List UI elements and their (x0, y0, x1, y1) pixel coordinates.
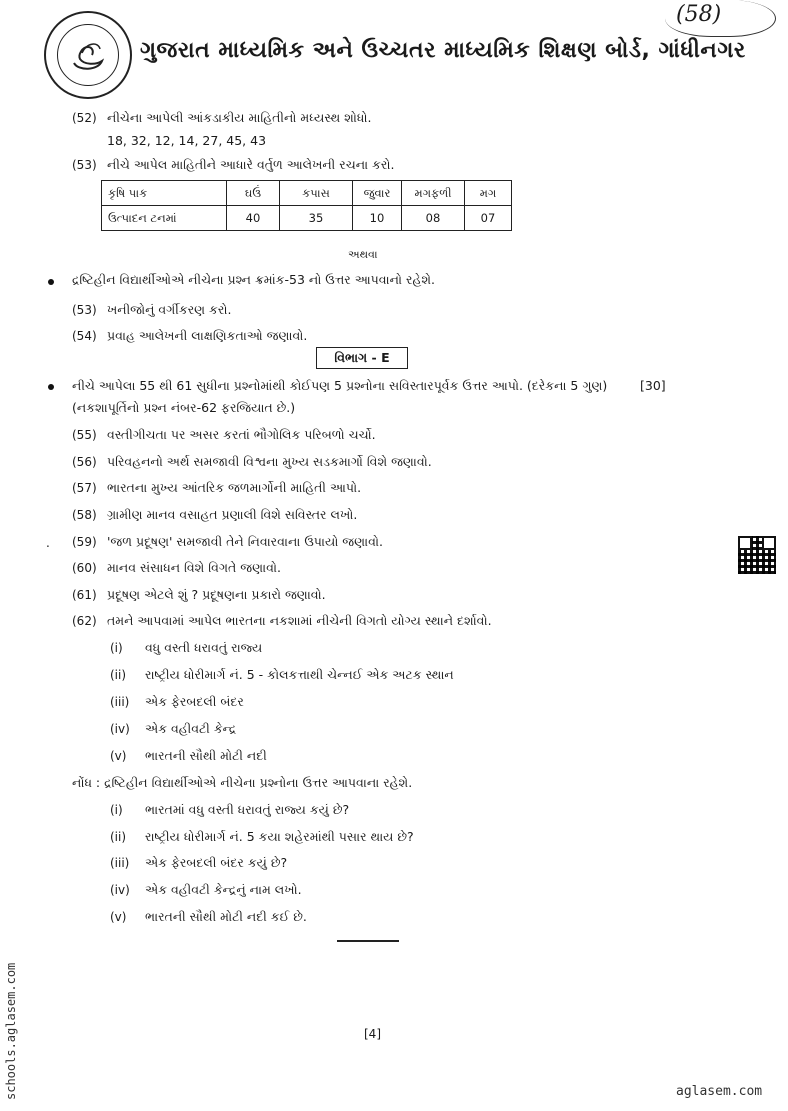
sub-item-number: (v) (110, 910, 127, 924)
side-watermark: schools.aglasem.com (4, 962, 18, 1100)
board-title: ગુજરાત માધ્યમિક અને ઉચ્ચતર માધ્યમિક શિક્ષણ બોર્ડ, ગાંધીનગર (140, 38, 746, 63)
margin-dot: . (46, 536, 50, 550)
question-number: (54) (72, 329, 97, 343)
sub-item-text: એક ફેરબદલી બંદર (145, 694, 244, 709)
sub-item-number: (i) (110, 803, 123, 817)
table-row (102, 206, 512, 231)
question-text: ગ્રામીણ માનવ વસાહત પ્રણાલી વિશે સવિસ્તર લખો. (107, 507, 358, 522)
question-number: (62) (72, 614, 97, 628)
sub-item-text: ભારતમાં વધુ વસ્તી ધરાવતું રાજ્ય કયું છે? (145, 802, 350, 817)
question-number: (61) (72, 588, 97, 602)
board-logo (44, 11, 132, 99)
table-cell: મગ (465, 181, 512, 206)
sub-item-number: (ii) (110, 668, 127, 682)
table-cell: 08 (402, 206, 465, 231)
data-values: 18, 32, 12, 14, 27, 45, 43 (107, 133, 267, 148)
sub-item-text: વધુ વસ્તી ધરાવતું રાજ્ય (145, 640, 263, 655)
question-number: (59) (72, 535, 97, 549)
table-cell: ઘઉં (227, 181, 280, 206)
question-number: (58) (72, 508, 97, 522)
bullet-icon (48, 384, 54, 390)
table-cell: 10 (353, 206, 402, 231)
sub-item-text: રાષ્ટ્રીય ધોરીમાર્ગ નં. 5 કયા શહેરમાંથી પસાર થાય છે? (145, 829, 414, 844)
table-cell: 07 (465, 206, 512, 231)
question-number: (52) (72, 111, 97, 125)
question-number: (57) (72, 481, 97, 495)
table-cell: ઉત્પાદન ટનમાં (102, 206, 227, 231)
question-text: તમને આપવામાં આપેલ ભારતના નકશામાં નીચેની વિગતો યોગ્ય સ્થાને દર્શાવો. (107, 613, 492, 628)
table-row (102, 181, 512, 206)
question-text: ખનીજોનું વર્ગીકરણ કરો. (107, 302, 232, 317)
end-divider (337, 940, 399, 942)
page-tag: (58) (676, 2, 722, 27)
sub-item-number: (i) (110, 641, 123, 655)
sub-item-number: (iv) (110, 883, 130, 897)
sub-item-text: એક ફેરબદલી બંદર કયું છે? (145, 855, 288, 870)
question-text: વસ્તીગીચતા પર અસર કરતાં ભૌગોલિક પરિબળો ચર્ચો. (107, 427, 376, 442)
question-text: માનવ સંસાધન વિશે વિગતે જણાવો. (107, 560, 281, 575)
table-cell: 40 (227, 206, 280, 231)
table-cell: મગફળી (402, 181, 465, 206)
question-text: નીચે આપેલ માહિતીને આધારે વર્તુળ આલેખની રચના કરો. (107, 157, 395, 172)
crop-production-table (101, 180, 512, 231)
question-number: (55) (72, 428, 97, 442)
question-number: (60) (72, 561, 97, 575)
table-cell: કૃષિ પાક (102, 181, 227, 206)
question-text: પરિવહનનો અર્થ સમજાવી વિશ્વના મુખ્ય સડકમાર્ગો વિશે જણાવો. (107, 454, 432, 469)
table-cell: કપાસ (280, 181, 353, 206)
sub-item-text: ભારતની સૌથી મોટી નદી કઈ છે. (145, 909, 307, 924)
question-number: (53) (72, 158, 97, 172)
sub-item-text: એક વહીવટી કેન્દ્રનું નામ લખો. (145, 882, 302, 897)
question-text: નીચેના આપેલી આંકડાકીય માહિતીનો મધ્યસ્થ શોધો. (107, 110, 372, 125)
sub-item-number: (iii) (110, 695, 130, 709)
or-label: અથવા (348, 248, 378, 261)
sub-item-number: (ii) (110, 830, 127, 844)
bottom-watermark: aglasem.com (676, 1084, 763, 1099)
blind-note: દ્રષ્ટિહીન વિદ્યાર્થીઓએ નીચેના પ્રશ્ન ક્રમાંક-53 નો ઉત્તર આપવાનો રહેશે. (72, 272, 435, 287)
sub-item-text: એક વહીવટી કેન્દ્ર (145, 721, 237, 736)
table-cell: જુવાર (353, 181, 402, 206)
section-marks: [30] (640, 378, 666, 393)
section-instruction-note: (નકશાપૂર્તિનો પ્રશ્ન નંબર-62 ફરજિયાત છે.) (72, 400, 296, 415)
question-text: પ્રવાહ આલેખની લાક્ષણિકતાઓ જણાવો. (107, 328, 308, 343)
question-number: (53) (72, 303, 97, 317)
question-text: ભારતના મુખ્ય આંતરિક જળમાર્ગોની માહિતી આપો. (107, 480, 362, 495)
question-text: 'જળ પ્રદૂષણ' સમજાવી તેને નિવારવાના ઉપાયો જણાવો. (107, 534, 383, 549)
blind-note: નોંધ : દ્રષ્ટિહીન વિદ્યાર્થીઓએ નીચેના પ્રશ્નોના ઉત્તર આપવાના રહેશે. (72, 775, 413, 790)
sub-item-text: રાષ્ટ્રીય ધોરીમાર્ગ નં. 5 - કોલકત્તાથી ચેન્નઈ એક અટક સ્થાન (145, 667, 454, 682)
section-instruction: નીચે આપેલા 55 થી 61 સુધીના પ્રશ્નોમાંથી કોઈપણ 5 પ્રશ્નોના સવિસ્તારપૂર્વક ઉત્તર આપો. (દરેકના 5 ગુણ) (72, 378, 608, 393)
section-e-label: વિભાગ - E (316, 347, 408, 369)
question-text: પ્રદૂષણ એટલે શું ? પ્રદૂષણના પ્રકારો જણાવો. (107, 587, 326, 602)
question-number: (56) (72, 455, 97, 469)
sub-item-number: (v) (110, 749, 127, 763)
page-number: [4] (364, 1027, 381, 1041)
sub-item-number: (iv) (110, 722, 130, 736)
bullet-icon (48, 279, 54, 285)
swan-emblem-icon (57, 24, 119, 86)
sub-item-number: (iii) (110, 856, 130, 870)
table-cell: 35 (280, 206, 353, 231)
qr-code-icon (738, 536, 776, 574)
sub-item-text: ભારતની સૌથી મોટી નદી (145, 748, 267, 763)
